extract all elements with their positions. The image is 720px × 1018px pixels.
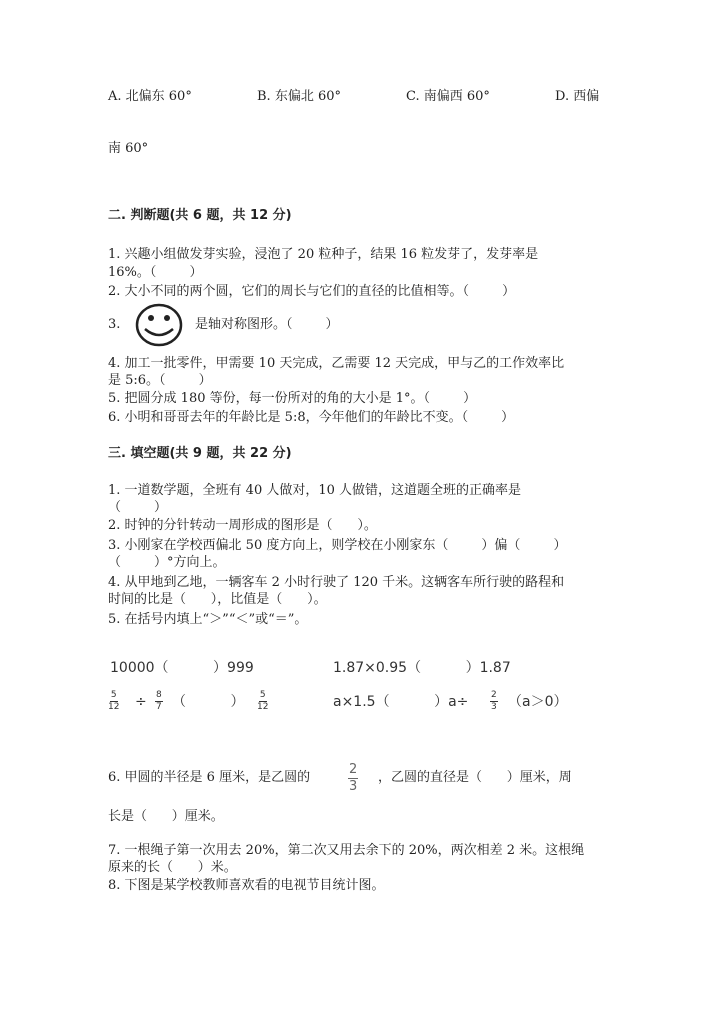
s2-q1: 1. 兴趣小组做发芽实验，浸泡了 20 粒种子，结果 16 粒发芽了，发芽率是 bbox=[108, 247, 539, 262]
compare-1: 10000（ ）999 bbox=[110, 660, 254, 676]
s3-q1: 1. 一道数学题，全班有 40 人做对，10 人做错，这道题全班的正确率是 bbox=[108, 483, 522, 498]
compare-2: 1.87×0.95（ ）1.87 bbox=[333, 660, 511, 676]
smiley-face-icon bbox=[134, 302, 184, 348]
s3-q6-cont: 长是（ ）厘米。 bbox=[108, 809, 224, 824]
s2-q6: 6. 小明和哥哥去年的年龄比是 5:8，今年他们的年龄比不变。（ ） bbox=[108, 410, 515, 425]
s3-q2: 2. 时钟的分针转动一周形成的图形是（ ）。 bbox=[108, 518, 377, 533]
section3-title: 三. 填空题(共 9 题，共 22 分) bbox=[108, 446, 292, 461]
s2-q4: 4. 加工一批零件，甲需要 10 天完成，乙需要 12 天完成，甲与乙的工作效率比 bbox=[108, 356, 565, 371]
s3-q6-b: ，乙圆的直径是（ ）厘米，周 bbox=[378, 770, 572, 785]
section2-title: 二. 判断题(共 6 题，共 12 分) bbox=[108, 208, 292, 223]
s3-q1-cont: （ ） bbox=[108, 500, 168, 515]
s3-q8: 8. 下图是某学校教师喜欢看的电视节目统计图。 bbox=[108, 878, 385, 893]
s2-q5: 5. 把圆分成 180 等份，每一份所对的角的大小是 1°。（ ） bbox=[108, 391, 477, 406]
s3-q5: 5. 在括号内填上“＞”“＜”或“＝”。 bbox=[108, 612, 308, 627]
choice-d: D. 西偏 bbox=[555, 89, 600, 104]
choice-b: B. 东偏北 60° bbox=[257, 89, 341, 104]
fraction-5-12: $\frac{5}{12}$ bbox=[108, 690, 120, 712]
s3-q6: 6. 甲圆的半径是 6 厘米，是乙圆的 bbox=[108, 770, 311, 785]
fraction-2-3: $\frac{2}{3}$ bbox=[491, 690, 497, 712]
s3-q4-cont: 时间的比是（ ），比值是（ ）。 bbox=[108, 592, 327, 607]
s2-q1-cont: 16%。（ ） bbox=[108, 265, 203, 280]
choice-d-cont: 南 60° bbox=[108, 141, 149, 156]
compare-3-blank: （ ） bbox=[172, 694, 245, 710]
s2-q3: 是轴对称图形。（ ） bbox=[195, 317, 339, 332]
s2-q4-cont: 是 5:6。（ ） bbox=[108, 373, 212, 388]
choice-a: A. 北偏东 60° bbox=[108, 89, 192, 104]
s2-q2: 2. 大小不同的两个圆，它们的周长与它们的直径的比值相等。（ ） bbox=[108, 284, 516, 299]
fraction-8-7: $\frac{8}{7}$ bbox=[156, 690, 162, 712]
s3-q3-cont: （ ）°方向上。 bbox=[108, 555, 226, 570]
fraction-5-12b: $\frac{5}{12}$ bbox=[257, 690, 269, 712]
compare-4: a×1.5（ ）a÷ bbox=[333, 694, 469, 710]
s3-q3: 3. 小刚家在学校西偏北 50 度方向上，则学校在小刚家东（ ）偏（ ） bbox=[108, 538, 567, 553]
s2-q3-num: 3. bbox=[108, 317, 121, 332]
choice-c: C. 南偏西 60° bbox=[406, 89, 490, 104]
fraction-2-3-big: $\frac{2}{3}$ bbox=[349, 762, 358, 794]
divide-sign: ÷ bbox=[135, 694, 147, 710]
s3-q7: 7. 一根绳子第一次用去 20%，第二次又用去余下的 20%，两次相差 2 米。这根绳 bbox=[108, 843, 585, 858]
s3-q4: 4. 从甲地到乙地，一辆客车 2 小时行驶了 120 千米。这辆客车所行驶的路程和 bbox=[108, 575, 565, 590]
s3-q7-cont: 原来的长（ ）米。 bbox=[108, 860, 237, 875]
compare-4-cond: （a＞0） bbox=[508, 694, 568, 710]
